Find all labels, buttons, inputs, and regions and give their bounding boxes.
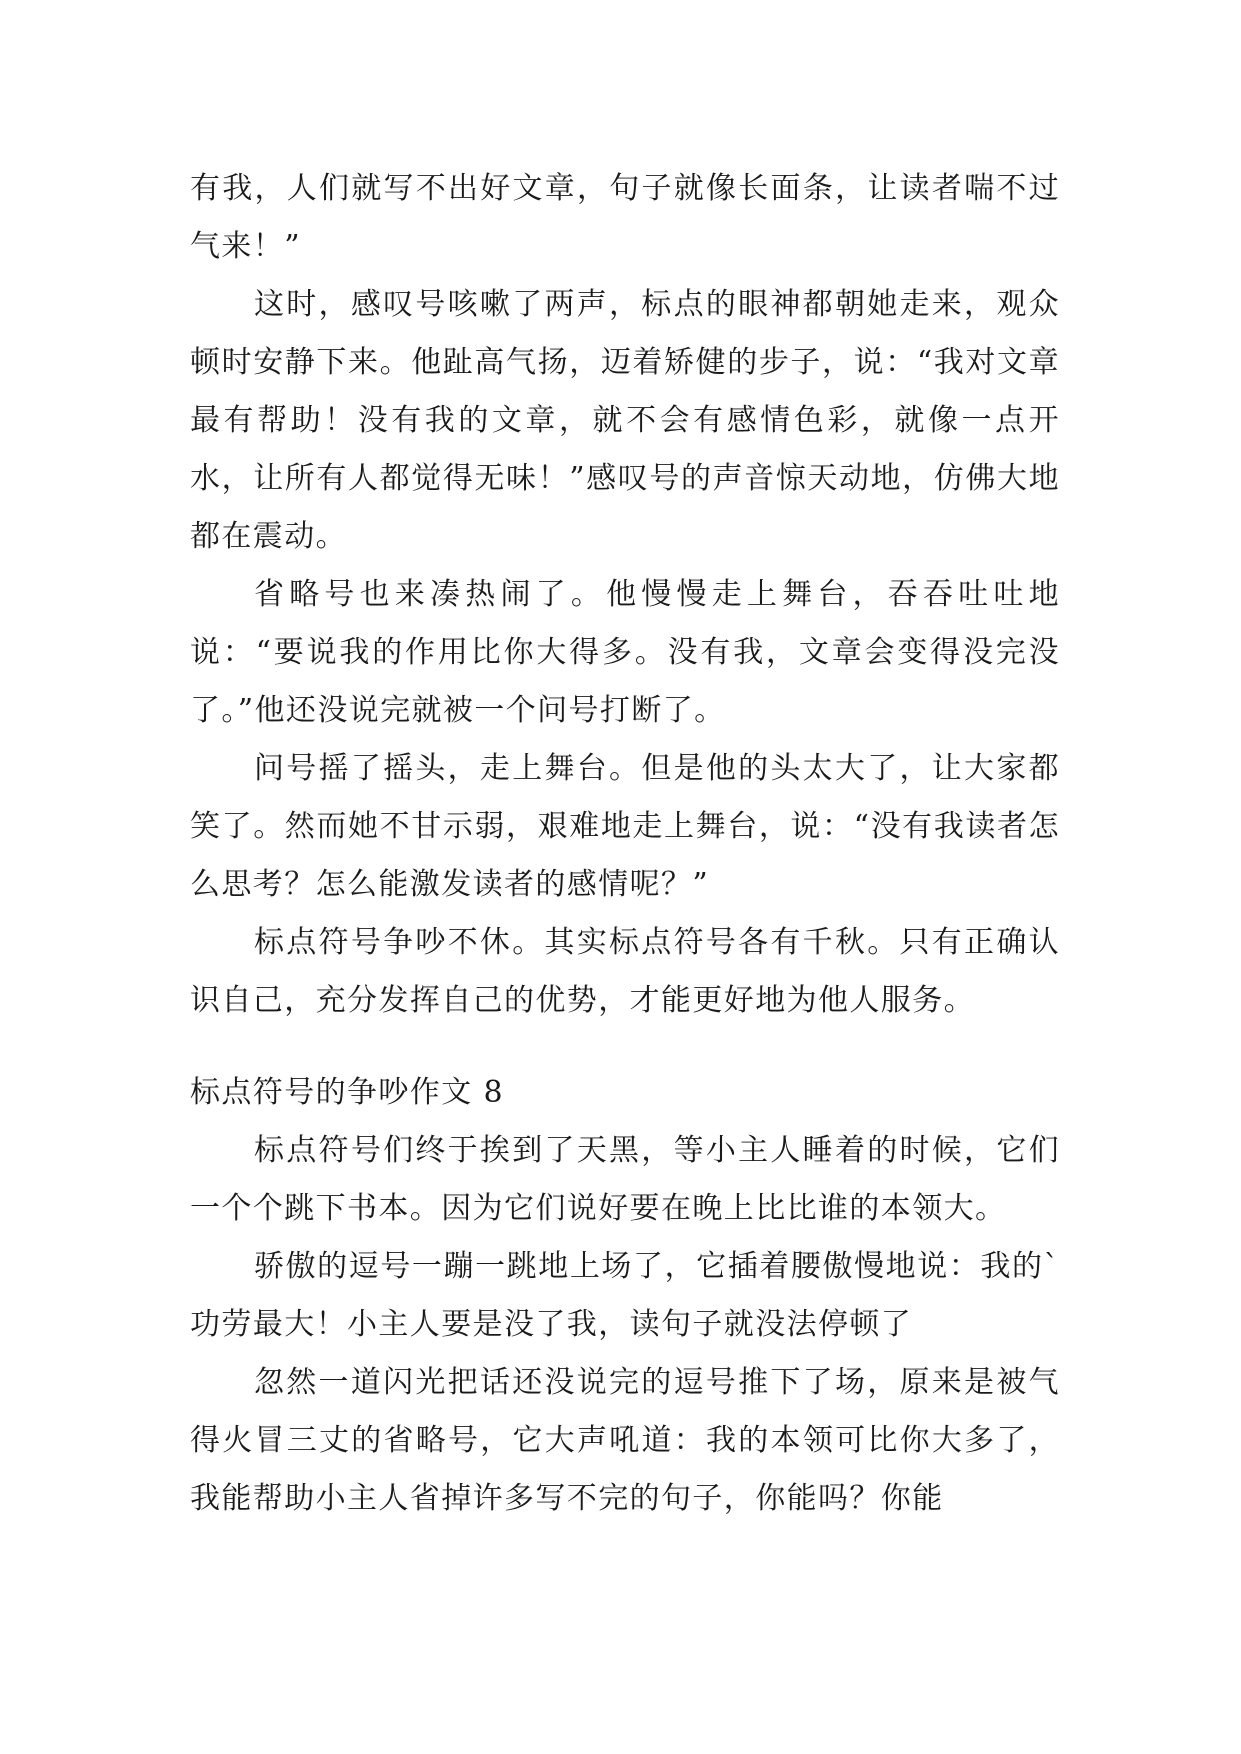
section-title: 标点符号的争吵作文 8 [190, 1075, 505, 1110]
paragraph: 这时，感叹号咳嗽了两声，标点的眼神都朝她走来，观众顿时安静下来。他趾高气扬，迈着矫健的步子，说：“我对文章最有帮助！没有我的文章，就不会有感情色彩，就像一点开水，让所有人都觉得无味！”感叹号的声音惊天动地，仿佛大地都在震动。 [190, 287, 1060, 554]
paragraph: 骄傲的逗号一蹦一跳地上场了，它插着腰傲慢地说：我的`功劳最大！小主人要是没了我，读句子就没法停顿了 [190, 1249, 1060, 1342]
document-body [190, 160, 1060, 1528]
paragraph: 忽然一道闪光把话还没说完的逗号推下了场，原来是被气得火冒三丈的省略号，它大声吼道：我的本领可比你大多了，我能帮助小主人省掉许多写不完的句子，你能吗？你能 [190, 1365, 1060, 1516]
paragraph: 有我，人们就写不出好文章，句子就像长面条，让读者喘不过气来！” [190, 171, 1060, 264]
paragraph: 标点符号们终于挨到了天黑，等小主人睡着的时候，它们一个个跳下书本。因为它们说好要在晚上比比谁的本领大。 [190, 1133, 1060, 1226]
paragraph: 问号摇了摇头，走上舞台。但是他的头太大了，让大家都笑了。然而她不甘示弱，艰难地走上舞台，说：“没有我读者怎么思考？怎么能激发读者的感情呢？” [190, 751, 1060, 902]
paragraph: 标点符号争吵不休。其实标点符号各有千秋。只有正确认识自己，充分发挥自己的优势，才能更好地为他人服务。 [190, 925, 1060, 1018]
paragraph: 省略号也来凑热闹了。他慢慢走上舞台，吞吞吐吐地说：“要说我的作用比你大得多。没有我，文章会变得没完没了。”他还没说完就被一个问号打断了。 [190, 577, 1060, 728]
